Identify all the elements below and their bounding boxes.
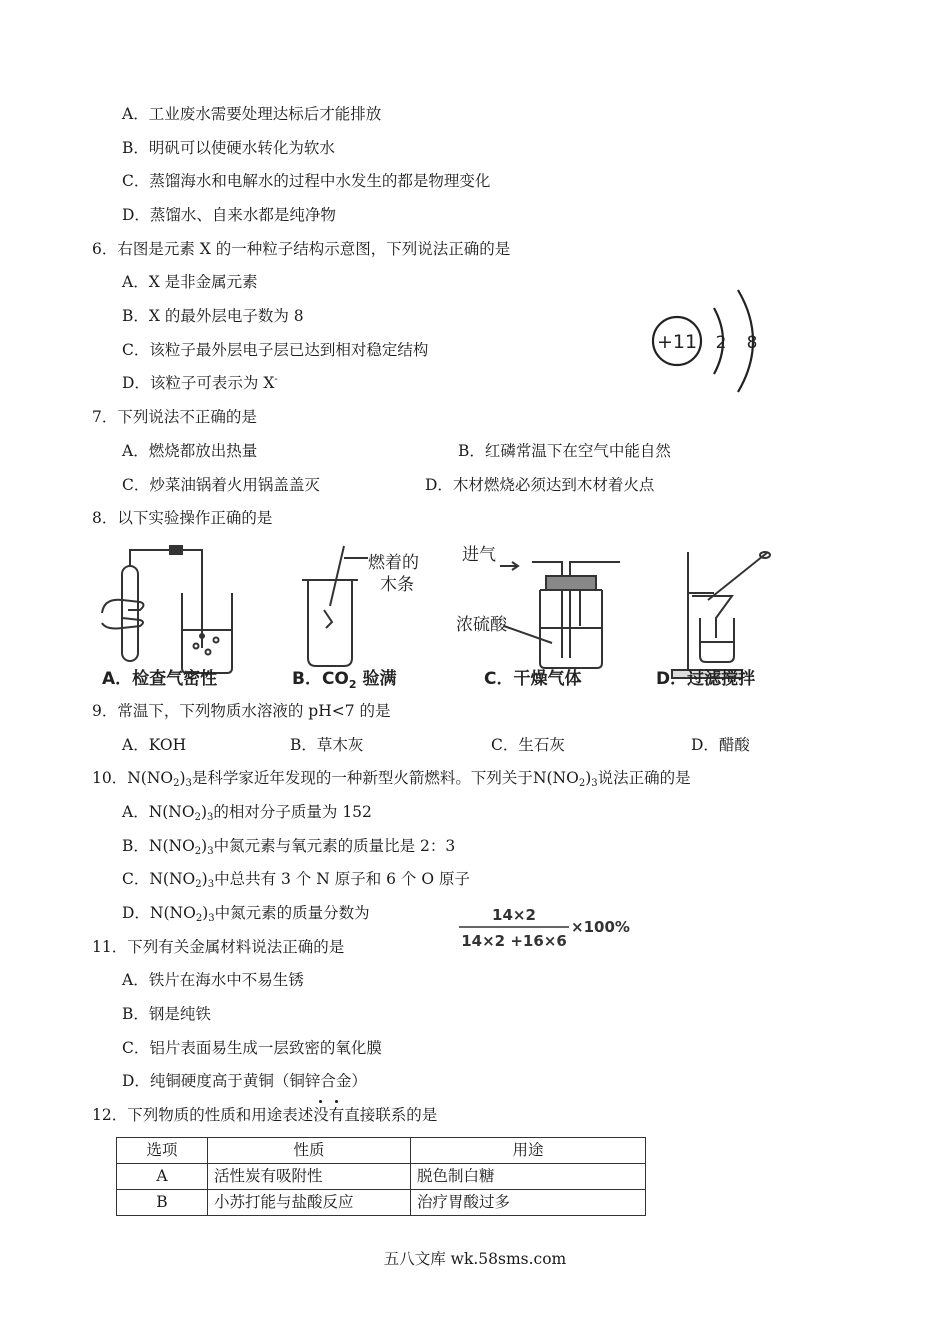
q7-option-c: C．炒菜油锅着火用锅盖盖灭 (122, 476, 320, 494)
nucleus-charge: +11 (656, 331, 698, 353)
q10-option-b: B．$N(NO_2)_3$中氮元素与氧元素的质量比是 2：3 (122, 837, 456, 857)
q6-option-c: C．该粒子最外层电子层已达到相对稳定结构 (122, 341, 429, 359)
lab-operations-figure (92, 538, 792, 694)
q6-option-b: B．X 的最外层电子数为 8 (122, 307, 304, 325)
q9-option-a: A．KOH (122, 736, 187, 754)
atom-structure-diagram (640, 282, 770, 397)
emphasis-char: 有 (328, 1106, 345, 1124)
q12-stem: 12．下列物质的性质和用途表述没有直接联系的是 (92, 1106, 438, 1124)
burning-stick-label-line2: 木条 (380, 575, 414, 595)
q6-option-a: A．X 是非金属元素 (122, 273, 258, 291)
figure-caption-d: D．过滤搅拌 (656, 669, 756, 689)
q7-option-d: D．木材燃烧必须达到木材着火点 (425, 476, 655, 494)
formula-numerator: 14×2 (492, 906, 536, 924)
q10-stem: 10．$N(NO_2)_3$是科学家近年发现的一种新型火箭燃料。下列关于$N(NO_2)_3$说法正确的是 (92, 769, 691, 789)
q8-stem: 8．以下实验操作正确的是 (92, 509, 273, 527)
formula-tail: ×100% (571, 918, 630, 936)
shell2-electrons: 8 (746, 333, 758, 353)
header-property: 性质 (208, 1138, 411, 1164)
table-cell: 活性炭有吸附性 (208, 1164, 411, 1190)
q5-option-a: A．工业废水需要处理达标后才能排放 (122, 105, 382, 123)
q7-option-b: B．红磷常温下在空气中能自然 (458, 442, 671, 460)
q5-option-c: C．蒸馏海水和电解水的过程中水发生的都是物理变化 (122, 172, 491, 190)
q10-option-c: C．$N(NO_2)_3$中总共有 3 个 N 原子和 6 个 O 原子 (122, 870, 470, 890)
table-cell: B (117, 1190, 208, 1216)
formula-denominator: 14×2 +16×6 (461, 932, 567, 950)
figure-caption-a: A．检查气密性 (102, 669, 218, 689)
q11-option-d: D．纯铜硬度高于黄铜（铜锌合金） (122, 1072, 367, 1090)
figure-caption-c: C．干燥气体 (484, 669, 582, 689)
gas-inlet-label: 进气 (462, 545, 496, 565)
ion-charge: - (274, 374, 278, 385)
table-cell: 脱色制白糖 (411, 1164, 646, 1190)
q11-option-a: A．铁片在海水中不易生锈 (122, 971, 304, 989)
q10-option-a: A．$N(NO_2)_3$的相对分子质量为 152 (122, 803, 372, 823)
q5-option-b: B．明矾可以使硬水转化为软水 (122, 139, 335, 157)
sulfuric-acid-label: 浓硫酸 (456, 615, 507, 635)
q11-stem: 11．下列有关金属材料说法正确的是 (92, 938, 345, 956)
q6-stem: 6．右图是元素 X 的一种粒子结构示意图，下列说法正确的是 (92, 240, 511, 258)
property-usage-table (116, 1137, 646, 1216)
header-option: 选项 (117, 1138, 208, 1164)
table-cell: 小苏打能与盐酸反应 (208, 1190, 411, 1216)
mass-fraction-formula (455, 900, 645, 954)
q10-option-d: D．$N(NO_2)_3$中氮元素的质量分数为 (122, 904, 370, 924)
table-header-row (117, 1138, 646, 1164)
q7-option-a: A．燃烧都放出热量 (122, 442, 258, 460)
footer-watermark: 五八文库 wk.58sms.com (383, 1250, 567, 1268)
header-usage: 用途 (411, 1138, 646, 1164)
burning-stick-label-line1: 燃着的 (368, 553, 419, 573)
q9-option-c: C．生石灰 (491, 736, 565, 754)
q11-option-b: B．钢是纯铁 (122, 1005, 211, 1023)
table-cell: A (117, 1164, 208, 1190)
q9-option-d: D．醋酸 (691, 736, 750, 754)
q11-option-c: C．铝片表面易生成一层致密的氧化膜 (122, 1039, 382, 1057)
table-row (117, 1164, 646, 1190)
q5-option-d: D．蒸馏水、自来水都是纯净物 (122, 206, 336, 224)
shell1-electrons: 2 (715, 333, 727, 353)
q6-option-d: D．该粒子可表示为 X- (122, 374, 278, 392)
q9-stem: 9．常温下，下列物质水溶液的 pH<7 的是 (92, 702, 391, 720)
q7-stem: 7．下列说法不正确的是 (92, 408, 257, 426)
figure-caption-b: B．$CO_2$ 验满 (292, 669, 397, 691)
table-row (117, 1190, 646, 1216)
emphasis-char: 没 (313, 1106, 329, 1124)
table-cell: 治疗胃酸过多 (411, 1190, 646, 1216)
q9-option-b: B．草木灰 (290, 736, 364, 754)
